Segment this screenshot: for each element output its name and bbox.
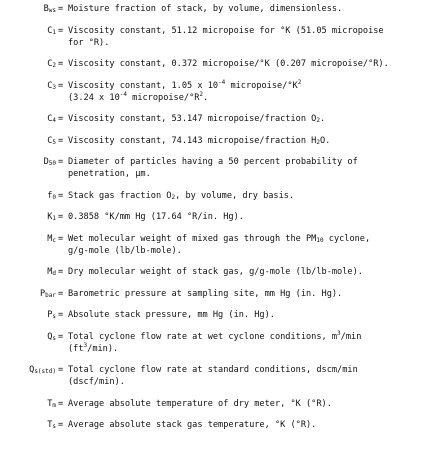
definition-text: Viscosity constant, 51.12 micropoise for °K (51.05 micropoise [68,25,384,36]
definition-line [68,3,418,15]
definition-line [68,135,418,147]
superscript: 3 [83,341,88,349]
equals-sign: = [58,25,64,36]
entry-spacer [0,202,432,212]
definition-text: (ft [68,343,84,354]
symbol [4,419,56,431]
definition-line [68,190,418,202]
definition-text: Average absolute temperature of dry meter, °K (°R). [68,398,332,409]
definition [68,211,418,223]
entry-spacer [0,355,432,365]
entry-spacer [0,223,432,233]
equals-sign: = [58,157,64,167]
symbol-subscript: 2 [52,62,56,69]
entry-mc [0,233,432,257]
equals-sign: = [58,233,64,244]
equals-sign: = [58,59,64,69]
definition-text: penetration, μm. [68,169,151,179]
symbol-base: C [47,135,53,146]
superscript: 3 [337,329,341,337]
symbol-subscript: d [52,270,56,277]
definition-text: (dscf/min). [68,377,125,387]
definition-text: Total cyclone flow rate at standard conditions, dscm/min [68,365,358,375]
symbol-base: Q [29,365,35,375]
definition [68,113,418,125]
entry-bws [0,3,432,15]
equals-sign: = [58,267,64,277]
equals-sign: = [58,331,64,342]
definition-text: . [319,114,326,124]
superscript: 2 [297,78,302,86]
symbol-subscript: 1 [52,215,56,222]
symbol [4,288,56,300]
symbol [4,80,56,92]
definition-line [68,233,418,245]
entry-spacer [0,70,432,80]
definition-line [68,398,418,410]
symbol-subscript: s [52,423,56,430]
symbol [4,309,56,321]
definition-text: /min [340,331,362,342]
definition-text: g/g-mole (lb/lb-mole). [68,245,182,256]
equals-sign: = [58,114,64,124]
definition-text: Viscosity constant, 0.372 micropoise/°K (0.207 micropoise/°R). [68,59,389,69]
definition-line [68,211,418,223]
equals-sign: = [58,420,64,430]
definition-text: cyclone, [323,233,371,244]
definition [68,58,418,70]
symbol [4,113,56,125]
definition-text: Barometric pressure at sampling site, mm Hg (in. Hg). [68,288,343,299]
definition-line [68,364,418,376]
entry-ts [0,419,432,431]
equals-sign: = [58,135,64,146]
subscript: 2 [316,138,320,146]
symbol-subscript: s [52,334,56,342]
symbol [4,211,56,223]
definition [68,80,418,104]
definition [68,266,418,278]
equals-sign: = [58,212,64,222]
definition-line [68,331,418,343]
definition-text: Wet molecular weight of mixed gas through the PM [68,233,317,244]
definition-text: /min). [87,343,119,354]
definition-text: Average absolute stack gas temperature, °K (°R). [68,420,317,430]
symbol-subscript: 5 [52,138,56,146]
symbol-subscript: c [52,236,56,244]
symbol [4,364,56,376]
entry-spacer [0,410,432,420]
symbol-base: M [47,267,53,277]
definition-line [68,156,418,168]
entry-spacer [0,15,432,25]
superscript: -4 [119,90,127,98]
symbol-base: M [47,233,53,244]
symbol-subscript: 1 [52,28,56,36]
entry-spacer [0,180,432,190]
definition-line [68,245,418,257]
entry-spacer [0,388,432,398]
definition-text: Dry molecular weight of stack gas, g/g-mole (lb/lb-mole). [68,267,363,277]
definition [68,25,418,49]
symbol [4,135,56,147]
definition-text: Diameter of particles having a 50 percent probability of [68,157,358,167]
definition-text: micropoise/°K [225,80,298,91]
equals-sign: = [58,4,64,14]
definition [68,135,418,147]
definition-text: Viscosity constant, 1.05 x 10 [68,80,219,91]
symbol-base: C [47,25,53,36]
symbol [4,266,56,278]
equals-sign: = [58,190,64,201]
definition [68,331,418,355]
entry-c2 [0,58,432,70]
entry-spacer [0,49,432,59]
entry-spacer [0,300,432,310]
symbol-subscript: 4 [52,117,56,124]
definition [68,233,418,257]
entry-c1 [0,25,432,49]
entry-spacer [0,147,432,157]
symbol-subscript: s [52,313,56,320]
superscript: 2 [199,90,204,98]
definition [68,288,418,300]
definition-line [68,92,418,104]
symbol [4,331,56,343]
entry-d50 [0,156,432,180]
symbol-subscript: 0 [52,193,56,201]
symbol [4,25,56,37]
superscript: -4 [218,78,226,86]
definition [68,156,418,180]
definition-line [68,309,418,321]
symbol-base: C [47,114,53,124]
equals-sign: = [58,288,64,299]
symbol-base: Q [47,331,53,342]
symbol-base: T [47,420,53,430]
entry-md [0,266,432,278]
definition-text: Viscosity constant, 53.147 micropoise/fraction O [68,114,317,124]
definition-line [68,113,418,125]
symbol-subscript: m [52,401,56,409]
entry-tm [0,398,432,410]
definition-text: Absolute stack pressure, mm Hg (in. Hg). [68,310,275,320]
symbol-subscript: 50 [48,160,56,167]
symbol-base: P [47,310,53,320]
subscript: 2 [171,193,176,201]
nomenclature-list [0,3,432,431]
definition-line [68,58,418,70]
definition-text: O. [319,135,331,146]
definition-line [68,266,418,278]
symbol-subscript: s(std) [34,368,56,375]
entry-qsstd [0,364,432,388]
symbol-base: C [47,80,53,91]
symbol [4,233,56,245]
definition-text: Moisture fraction of stack, by volume, dimensionless. [68,4,343,14]
entry-spacer [0,278,432,288]
symbol [4,190,56,202]
definition-line [68,25,418,37]
symbol-base: P [39,288,46,299]
symbol-subscript: 3 [52,83,56,91]
definition-text: Total cyclone flow rate at wet cyclone conditions, m [68,331,338,342]
entry-ps [0,309,432,321]
symbol [4,3,56,15]
entry-spacer [0,257,432,267]
definition-line [68,37,418,49]
symbol-subscript: ws [48,7,56,14]
definition-text: (3.24 x 10 [68,92,120,103]
entry-spacer [0,321,432,331]
entry-k1 [0,211,432,223]
definition-text: Stack gas fraction O [68,190,172,201]
symbol-base: T [47,398,53,409]
equals-sign: = [58,310,64,320]
definition-text: 0.3858 °K/mm Hg (17.64 °R/in. Hg). [68,212,244,222]
symbol [4,398,56,410]
equals-sign: = [58,398,64,409]
equals-sign: = [58,80,64,91]
definition-line [68,343,418,355]
entry-c5 [0,135,432,147]
definition [68,364,418,388]
definition-line [68,288,418,300]
symbol-base: K [47,212,53,222]
definition [68,190,418,202]
subscript: 10 [316,236,324,244]
entry-qs [0,331,432,355]
equals-sign: = [58,365,64,375]
symbol-subscript: bar [45,291,56,299]
symbol [4,156,56,168]
definition-line [68,419,418,431]
symbol-base: f [47,190,53,201]
definition-text: , by volume, dry basis. [175,190,295,201]
definition-line [68,168,418,180]
definition-text: for °R). [68,37,110,48]
definition [68,3,418,15]
entry-f0 [0,190,432,202]
definition [68,419,418,431]
entry-pbar [0,288,432,300]
definition-text: Viscosity constant, 74.143 micropoise/fraction H [68,135,317,146]
definition-text: micropoise/°R [126,92,200,103]
symbol-base: C [47,59,53,69]
definition-line [68,376,418,388]
definition-text: . [203,92,209,103]
subscript: 2 [316,117,320,124]
symbol-base: D [43,157,49,167]
symbol [4,58,56,70]
entry-c3 [0,80,432,104]
definition [68,398,418,410]
definition [68,309,418,321]
entry-c4 [0,113,432,125]
symbol-base: B [43,4,49,14]
entry-spacer [0,125,432,135]
entry-spacer [0,104,432,114]
